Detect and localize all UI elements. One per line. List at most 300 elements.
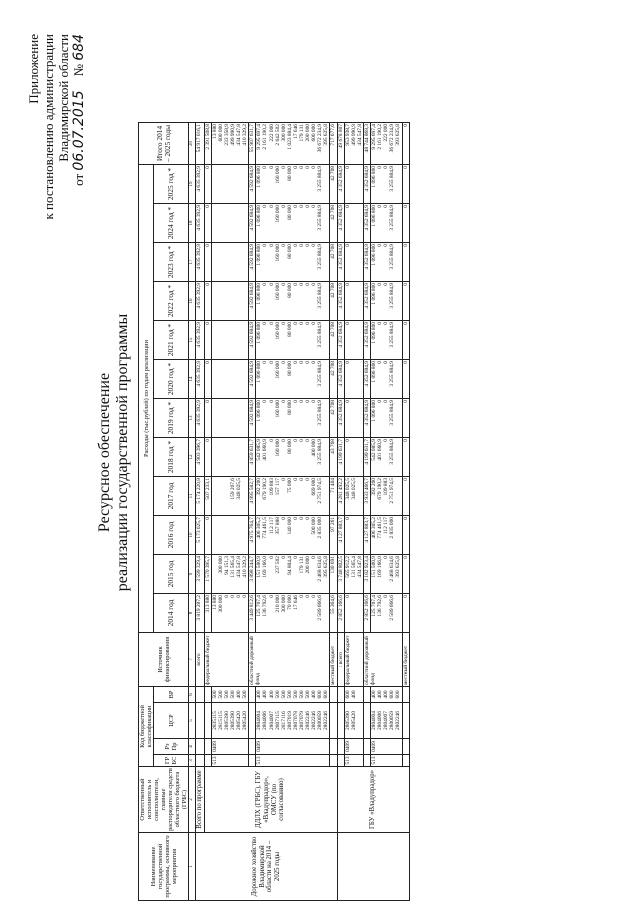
amount-cell: 42 708: [330, 360, 337, 399]
stacked-value: 2 468 634,6: [317, 556, 324, 582]
stacked-values-cell: [371, 477, 402, 516]
stacked-value: 159 207,6: [229, 478, 236, 500]
stacked-value: 17 646: [292, 595, 299, 610]
stacked-value: 400: [262, 690, 269, 699]
number-label: №: [71, 63, 86, 77]
stacked-value: [395, 595, 401, 631]
stacked-value: 0: [311, 556, 318, 559]
column-number-row: [189, 123, 196, 901]
amount-cell: 54 917 016,1: [196, 123, 205, 165]
stacked-values-cell: [211, 594, 249, 633]
stacked-value: 348 025,5: [344, 478, 351, 500]
stacked-value: 0: [292, 478, 299, 481]
amount-cell: 0: [344, 438, 363, 477]
stacked-value: 151 500,9: [256, 556, 263, 578]
stacked-value: 169 166,0: [262, 556, 269, 578]
amount-cell: 4 352 684,9: [337, 204, 344, 243]
stacked-value: 0: [223, 595, 230, 598]
stacked-value: 0: [305, 595, 312, 598]
amount-cell: 1 570 395,7: [204, 555, 211, 594]
stacked-value: 393 625,8: [395, 124, 402, 146]
stacked-values-cell: [256, 360, 330, 399]
stacked-value: 0: [305, 400, 312, 403]
stacked-value: 136 792,6: [262, 595, 269, 617]
source-label: всего: [196, 633, 205, 687]
stacked-values-cell: [371, 243, 402, 282]
stacked-value: 2805390: [344, 711, 351, 730]
stacked-value: 0: [280, 166, 287, 169]
amount-cell: 4 592 684,9: [249, 243, 256, 282]
stacked-value: 131 565,4: [229, 556, 236, 578]
stacked-value: 0: [262, 205, 269, 208]
stacked-value: 500: [211, 690, 218, 699]
stacked-value: 400: [236, 690, 243, 699]
stacked-value: 434 547,8: [236, 124, 243, 146]
amount-cell: 3 933 466,7: [363, 477, 370, 516]
stacked-value: 500: [223, 690, 230, 699]
stacked-value: [395, 244, 401, 280]
stacked-value: 410 329,2: [242, 124, 249, 146]
stacked-value: 0: [305, 322, 312, 325]
amount-cell: 4 352 684,9: [337, 321, 344, 360]
col-2022: 2022 год *: [154, 282, 189, 321]
stacked-value: 0: [299, 322, 305, 325]
col-2014: 2014 год: [154, 594, 189, 633]
amount-cell: 55 364,6: [330, 594, 337, 633]
amount-cell: 97 261: [330, 516, 337, 555]
grbs-label: ДДЛХ (ГРБС), ГБУ «Владупрадор», ОМСУ (по согласованию): [204, 767, 337, 833]
stacked-value: 3 255 884,9: [317, 361, 324, 387]
stacked-value: 1 096 800: [371, 244, 378, 266]
amount-cell: 0: [344, 165, 363, 204]
stacked-value: 600: [317, 690, 324, 699]
stacked-value: 1 096 800: [256, 283, 263, 305]
stacked-value: 500: [274, 690, 281, 699]
source-regional: областной дорожный фонд: [249, 633, 330, 687]
stacked-value: 0: [311, 400, 318, 403]
stacked-value: 160 000: [274, 439, 281, 457]
source-regional: областной дорожный фонд: [363, 633, 402, 687]
stacked-value: 0: [383, 556, 390, 559]
col-2021: 2021 год *: [154, 321, 189, 360]
amount-cell: 5 173 025,7: [196, 516, 205, 555]
amount-cell: 0: [402, 123, 409, 165]
stacked-value: 0: [383, 166, 390, 169]
colnum: 18: [189, 204, 196, 243]
colnum: 2: [189, 767, 196, 833]
col-2016: 2016 год: [154, 516, 189, 555]
amount-cell: 0: [204, 399, 211, 438]
source-federal: федеральный бюджет: [344, 633, 363, 687]
stacked-value: 500: [280, 690, 287, 699]
amount-cell: 4 352 684,9: [337, 360, 344, 399]
amount-cell: 42 708: [330, 399, 337, 438]
stacked-value: 0: [305, 166, 312, 169]
rzpr-code: 0409: [256, 739, 330, 755]
stacked-value: 70 000: [286, 595, 293, 610]
amount-cell: 0: [402, 282, 409, 321]
amount-cell: 4 352 684,9: [363, 243, 370, 282]
amount-cell: 4 995 582,7: [249, 477, 256, 516]
stacked-value: [323, 517, 329, 553]
stacked-value: 2800059: [389, 711, 396, 730]
stacked-value: 500: [305, 690, 312, 699]
amount-cell: 0: [402, 594, 409, 633]
stacked-value: [323, 244, 329, 280]
stacked-value: [395, 439, 401, 475]
amount-cell: 48 744 868,3: [363, 123, 370, 165]
stacked-values-cell: [371, 123, 402, 165]
amount-cell: 3 599 329,4: [196, 555, 205, 594]
stacked-value: 0: [305, 205, 312, 208]
colnum: 4: [189, 739, 196, 755]
amount-cell: 2 391 508,8: [204, 123, 211, 165]
stacked-value: 679 190,2: [377, 478, 384, 500]
stacked-value: 0: [292, 400, 299, 403]
stacked-values-cell: [256, 555, 330, 594]
stacked-value: 1 096 800: [371, 283, 378, 305]
amount-cell: 4 635 392,9: [196, 204, 205, 243]
colnum: 20: [189, 123, 196, 165]
stacked-value: 500 000: [311, 517, 318, 535]
program-name: Дорожное хозяйство Владимирской области на 2014 – 2025 годы: [196, 833, 338, 901]
stacked-value: 392 200: [256, 478, 263, 496]
region-name: Владимирской области: [56, 34, 71, 162]
source-federal: федеральный бюджет: [204, 633, 249, 687]
col-budget-code: Код бюджетной классификации: [139, 687, 154, 767]
stacked-value: 13 880: [211, 124, 218, 139]
stacked-value: 94 151,3: [223, 556, 230, 575]
stacked-value: 2 835 000: [389, 517, 396, 539]
amount-cell: 4 592 684,9: [249, 360, 256, 399]
stacked-value: 400: [256, 690, 263, 699]
stacked-value: 500: [292, 690, 299, 699]
stacked-value: 0: [292, 166, 299, 169]
stacked-values-cell: [371, 204, 402, 243]
stacked-value: 3 255 884,9: [317, 439, 324, 465]
amount-cell: 2 852 166,6: [363, 594, 370, 633]
amount-cell: 43 768: [330, 438, 337, 477]
stacked-value: 434 547,8: [356, 556, 363, 578]
stacked-value: 401 660,9: [377, 439, 384, 461]
stacked-value: 3 255 884,9: [317, 205, 324, 231]
amount-cell: 0: [402, 321, 409, 360]
stacked-value: 406 305,2: [256, 517, 263, 539]
stacked-values-cell: [344, 555, 363, 594]
colnum: 1: [189, 833, 196, 901]
document-title: [96, 0, 132, 905]
stacked-value: 0: [377, 322, 384, 325]
stacked-value: 3 255 884,9: [389, 322, 396, 348]
stacked-value: 300 000: [280, 595, 287, 613]
amount-cell: 3 819 287,2: [196, 594, 205, 633]
stacked-value: [323, 283, 329, 319]
amount-cell: 0: [204, 438, 211, 477]
header-row-1: [139, 123, 154, 901]
stacked-values-cell: [211, 477, 249, 516]
stacked-value: 0: [292, 205, 299, 208]
stacked-value: 36 672 234,9: [389, 124, 396, 153]
col-2024: 2024 год *: [154, 204, 189, 243]
stacked-value: 0: [305, 361, 312, 364]
amount-cell: 0: [402, 399, 409, 438]
stacked-value: 2802246: [311, 711, 318, 730]
stacked-value: 0: [299, 205, 305, 208]
title-line-2: реализации государственной программы: [114, 313, 131, 592]
colnum: 17: [189, 243, 196, 282]
amount-cell: 4 592 684,9: [249, 399, 256, 438]
appendix-label: Приложение: [26, 34, 41, 104]
amount-cell: 4 352 684,9: [337, 243, 344, 282]
stacked-values-cell: [256, 399, 330, 438]
stacked-value: 13 880: [211, 595, 218, 610]
stacked-value: 3 255 884,9: [317, 244, 324, 270]
amount-cell: 4 635 392,9: [196, 360, 205, 399]
amount-cell: 0: [344, 360, 363, 399]
amount-cell: 0: [402, 477, 409, 516]
stacked-value: [323, 400, 329, 436]
amount-cell: 0: [344, 516, 363, 555]
stacked-value: 3 255 884,9: [389, 400, 396, 426]
stacked-value: 0: [377, 283, 384, 286]
stacked-value: 2815115: [217, 711, 224, 730]
stacked-value: 0: [280, 244, 287, 247]
stacked-values-cell: [371, 399, 402, 438]
stacked-value: 774 461,5: [377, 517, 384, 539]
stacked-values-cell: [371, 438, 402, 477]
stacked-value: 0: [299, 439, 305, 442]
stacked-value: 233 358,9: [223, 124, 230, 146]
source-label: : всего: [337, 633, 344, 687]
stacked-value: 1 096 800: [256, 322, 263, 344]
amount-cell: 4 199 631,7: [363, 438, 370, 477]
col-2020: 2020 год *: [154, 360, 189, 399]
order-date: 06.07.2015: [71, 90, 87, 171]
stacked-value: 17 646: [292, 124, 299, 139]
stacked-value: 2805420: [236, 711, 243, 730]
stacked-value: 400: [371, 690, 378, 699]
colnum: 3: [189, 755, 196, 767]
stacked-value: 0: [299, 166, 305, 169]
stacked-value: 0: [292, 361, 299, 364]
stacked-value: 0: [299, 478, 305, 481]
stacked-value: 80 000: [286, 244, 293, 259]
rzpr-code: 0409: [344, 739, 363, 755]
amount-cell: 42 708: [330, 204, 337, 243]
stacked-value: 3 255 884,9: [389, 205, 396, 231]
stacked-value: 222 000: [383, 124, 390, 142]
amount-cell: 0: [402, 165, 409, 204]
amount-cell: 42 708: [330, 282, 337, 321]
stacked-value: 140 000: [286, 517, 293, 535]
stacked-value: 0: [280, 361, 287, 364]
amount-cell: 0: [204, 321, 211, 360]
stacked-value: 2804004: [371, 711, 378, 730]
stacked-value: 2804004: [256, 711, 263, 730]
amount-cell: 42 708: [330, 243, 337, 282]
amount-cell: 313 880: [204, 594, 211, 633]
stacked-value: 109 883: [268, 478, 275, 496]
amount-cell: 4 592 684,9: [249, 321, 256, 360]
stacked-value: 0: [383, 283, 390, 286]
stacked-value: 2807079: [299, 711, 305, 730]
amount-cell: 0: [344, 243, 363, 282]
amount-cell: 4 975 764,7: [249, 516, 256, 555]
stacked-value: 0: [305, 478, 312, 481]
stacked-value: 0: [311, 205, 318, 208]
stacked-value: 500: [242, 690, 249, 699]
amount-cell: 0: [204, 360, 211, 399]
stacked-value: 500: [299, 690, 305, 699]
stacked-values-cell: [344, 477, 363, 516]
stacked-value: 0: [280, 517, 287, 520]
amount-cell: 0: [402, 360, 409, 399]
stacked-value: 0: [377, 361, 384, 364]
stacked-value: 200 000: [305, 556, 312, 574]
stacked-value: 80 000: [286, 166, 293, 181]
stacked-value: 0: [280, 478, 287, 481]
amount-cell: 55 907 631,7: [249, 123, 256, 165]
amount-cell: 4 127 883,7: [363, 516, 370, 555]
stacked-value: 0: [311, 166, 318, 169]
row-gbu-total: [337, 123, 344, 901]
stacked-value: 1 096 800: [256, 166, 263, 188]
stacked-values-cell: [256, 165, 330, 204]
stacked-values-cell: [256, 321, 330, 360]
stacked-values-cell: [256, 282, 330, 321]
stacked-value: 0: [292, 439, 299, 442]
stacked-value: 400: [377, 690, 384, 699]
stacked-value: 600: [323, 690, 330, 699]
stacked-value: 0: [305, 517, 312, 520]
stacked-value: 3 255 884,9: [317, 166, 324, 192]
stacked-value: 0: [268, 595, 275, 598]
stacked-value: 160 000: [274, 205, 281, 223]
stacked-value: 2 642 502: [274, 124, 281, 146]
order-number: 684: [71, 34, 87, 61]
stacked-value: 0: [262, 322, 269, 325]
title-line-1: Ресурсное обеспечение: [96, 372, 113, 533]
stacked-value: 0: [383, 361, 390, 364]
row-federal-subtotal: [204, 123, 211, 901]
appendix-header: [26, 34, 87, 220]
grbs-code: 513: [371, 755, 402, 767]
stacked-value: [395, 283, 401, 319]
stacked-value: 600: [395, 690, 402, 699]
stacked-value: 9 295 697,4: [371, 124, 378, 150]
stacked-values-cell: [211, 703, 249, 739]
stacked-values-cell: [256, 243, 330, 282]
amount-cell: 4 635 392,9: [196, 165, 205, 204]
stacked-value: 0: [262, 283, 269, 286]
stacked-value: 169 166,0: [377, 556, 384, 578]
stacked-values-cell: [211, 555, 249, 594]
amount-cell: 4 352 684,9: [337, 165, 344, 204]
stacked-value: 0: [311, 244, 318, 247]
amount-cell: 130 691: [330, 555, 337, 594]
row-program-total: [196, 123, 205, 901]
stacked-value: 0: [305, 439, 312, 442]
stacked-values-cell: [256, 438, 330, 477]
colnum: 11: [189, 477, 196, 516]
stacked-value: [323, 322, 329, 358]
stacked-value: 348 025,5: [350, 478, 357, 500]
stacked-value: 0: [383, 322, 390, 325]
stacked-value: 0: [262, 400, 269, 403]
colnum: 6: [189, 687, 196, 703]
stacked-value: 2804006: [377, 711, 384, 730]
stacked-value: 1 096 800: [371, 400, 378, 422]
stacked-value: 0: [268, 205, 275, 208]
col-2025: 2025 год *: [154, 165, 189, 204]
amount-cell: 0: [344, 399, 363, 438]
stacked-value: 500: [217, 690, 224, 699]
amount-cell: 71 404: [330, 477, 337, 516]
stacked-values-cell: [371, 687, 402, 703]
stacked-value: 0: [268, 361, 275, 364]
stacked-value: 0: [262, 244, 269, 247]
amount-cell: 3 449 812,6: [249, 594, 256, 633]
stacked-value: 2 161 190,2: [262, 124, 269, 150]
stacked-value: 112 117: [383, 517, 390, 535]
stacked-value: 0: [268, 556, 275, 559]
stacked-value: 679 190,2: [262, 478, 269, 500]
stacked-value: 395 625,8: [323, 124, 330, 146]
amount-cell: 4 352 684,9: [363, 321, 370, 360]
stacked-value: 94 884,4: [286, 556, 293, 575]
col-2015: 2015 год: [154, 555, 189, 594]
stacked-value: 80 000: [286, 205, 293, 220]
col-total: Итого 2014 – 2025 годы: [139, 123, 189, 165]
stacked-value: 160 000: [274, 166, 281, 184]
stacked-value: 3 255 884,9: [389, 361, 396, 387]
stacked-value: [323, 478, 329, 514]
stacked-value: 2807115: [274, 711, 281, 730]
stacked-value: 2817116: [280, 711, 287, 730]
stacked-value: 3 255 884,9: [317, 400, 324, 426]
stacked-value: 0: [305, 283, 312, 286]
stacked-value: [323, 361, 329, 397]
amount-cell: 4 592 684,9: [249, 204, 256, 243]
amount-cell: 0: [344, 321, 363, 360]
stacked-value: 600: [344, 690, 351, 699]
amount-cell: 0: [344, 282, 363, 321]
stacked-value: [395, 361, 401, 397]
colnum: 8: [189, 594, 196, 633]
stacked-value: 80 000: [286, 400, 293, 415]
amount-cell: 4 859 631,7: [249, 438, 256, 477]
amount-cell: 4 592 684,9: [249, 282, 256, 321]
stacked-value: 3 255 884,9: [317, 283, 324, 309]
stacked-value: [323, 205, 329, 241]
stacked-values-cell: [371, 360, 402, 399]
colnum: 19: [189, 165, 196, 204]
source-local: местный бюджет: [402, 633, 409, 687]
amount-cell: 49 678 807: [337, 123, 344, 165]
colnum: 7: [189, 633, 196, 687]
decree-reference: к постановлению администрации: [41, 34, 56, 220]
stacked-value: 36 672 234,9: [317, 124, 324, 153]
stacked-value: 600 000: [311, 124, 318, 142]
stacked-value: 2 751 974,5: [317, 478, 324, 504]
stacked-value: 0: [236, 595, 243, 598]
stacked-value: 9 295 697,4: [256, 124, 263, 150]
stacked-value: 434 547,8: [236, 556, 243, 578]
stacked-value: 112 117: [268, 517, 275, 535]
stacked-value: 3 255 884,9: [389, 166, 396, 192]
stacked-value: 0: [311, 283, 318, 286]
stacked-value: 2804007: [268, 711, 275, 730]
